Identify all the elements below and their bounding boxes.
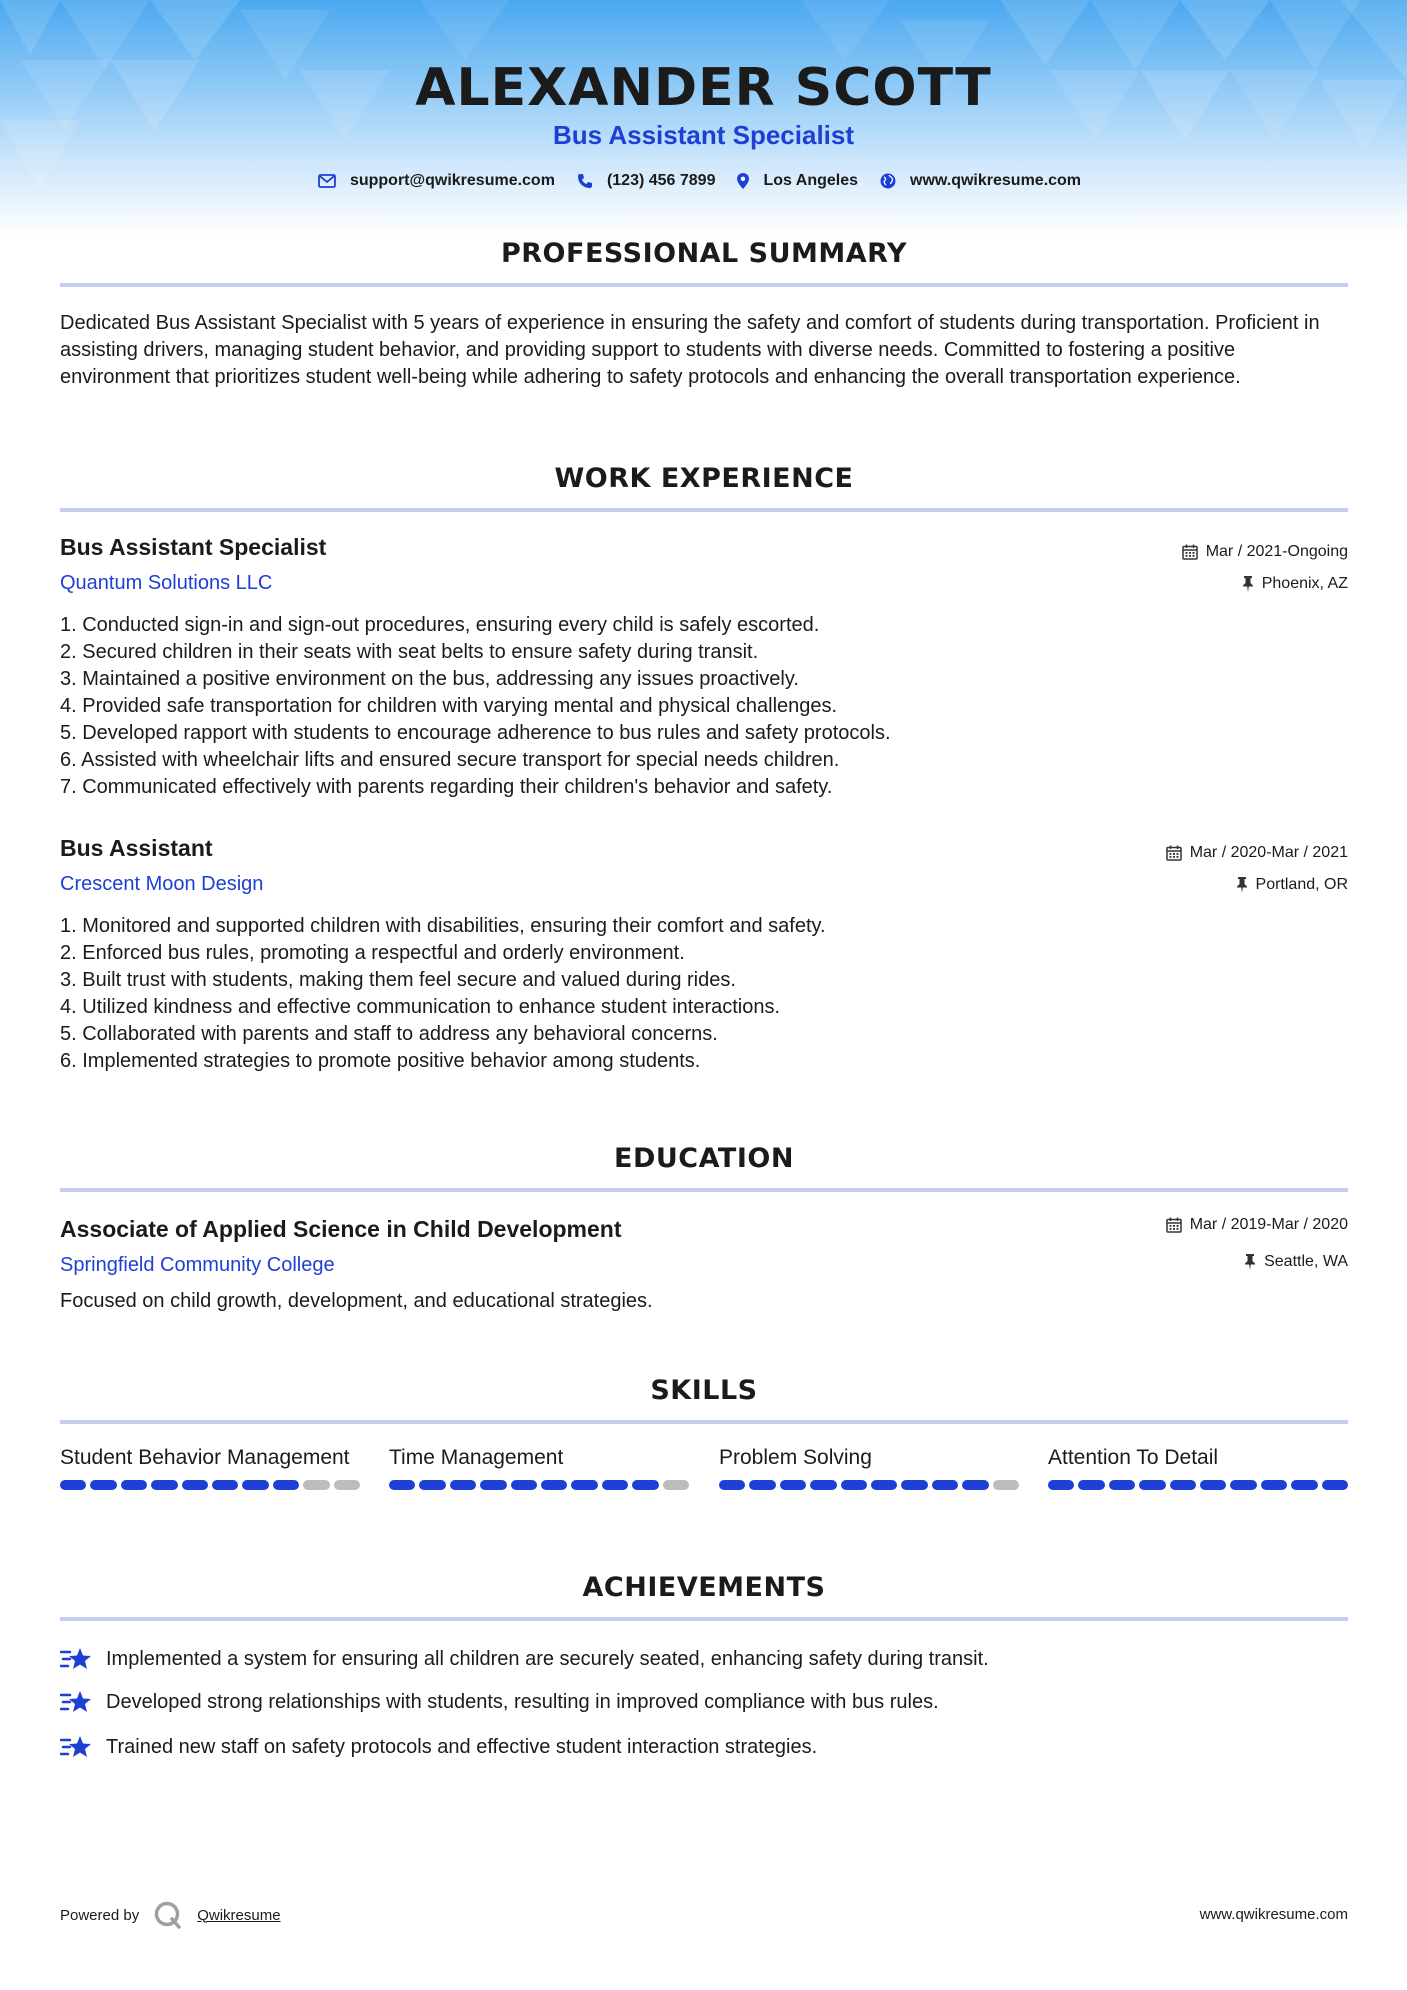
star-icon bbox=[60, 1645, 92, 1673]
contact-phone[interactable] bbox=[577, 172, 716, 190]
skill-level-segment bbox=[541, 1480, 567, 1490]
pushpin-icon bbox=[1242, 576, 1254, 592]
skill-level-segment bbox=[1291, 1480, 1317, 1490]
skill-level-segment bbox=[810, 1480, 836, 1490]
skill-level-segment bbox=[212, 1480, 238, 1490]
job-dates bbox=[1182, 543, 1348, 561]
skill-name: Attention To Detail bbox=[1048, 1446, 1219, 1469]
job-company: Crescent Moon Design bbox=[60, 873, 264, 895]
map-pin-icon bbox=[737, 173, 749, 189]
degree-title: Associate of Applied Science in Child Development bbox=[60, 1216, 622, 1242]
skill-level-segment bbox=[273, 1480, 299, 1490]
list-item: 1. Monitored and supported children with disabilities, ensuring their comfort and safety. bbox=[60, 915, 826, 937]
skill-level-segment bbox=[993, 1480, 1019, 1490]
skill-level-segment bbox=[511, 1480, 537, 1490]
brand-link[interactable]: Qwikresume bbox=[197, 1906, 281, 1924]
contact-website[interactable] bbox=[880, 172, 1081, 190]
job-dates bbox=[1166, 844, 1348, 862]
pushpin-icon bbox=[1236, 877, 1248, 893]
achievement-item bbox=[60, 1645, 989, 1673]
website-text: www.qwikresume.com bbox=[910, 172, 1082, 189]
phone-text: (123) 456 7899 bbox=[606, 172, 716, 189]
skill-level-bar bbox=[389, 1480, 689, 1490]
achievements-heading: ACHIEVEMENTS bbox=[582, 1572, 826, 1603]
skill-level-segment bbox=[303, 1480, 329, 1490]
skill-level-bar bbox=[1048, 1480, 1348, 1490]
list-item: 5. Collaborated with parents and staff to address any behavioral concerns. bbox=[60, 1023, 718, 1045]
skill-level-segment bbox=[480, 1480, 506, 1490]
skill-level-segment bbox=[151, 1480, 177, 1490]
job-location bbox=[1242, 575, 1348, 593]
skill-level-segment bbox=[334, 1480, 360, 1490]
job-title: Bus Assistant Specialist bbox=[60, 534, 327, 560]
skill-level-segment bbox=[1139, 1480, 1165, 1490]
skill-level-bar bbox=[719, 1480, 1019, 1490]
achievement-item bbox=[60, 1688, 939, 1716]
list-item: 4. Utilized kindness and effective communication to enhance student interactions. bbox=[60, 996, 781, 1018]
skills-heading: SKILLS bbox=[650, 1375, 758, 1406]
skill-level-segment bbox=[602, 1480, 628, 1490]
skill-level-segment bbox=[871, 1480, 897, 1490]
location-text: Los Angeles bbox=[763, 172, 859, 189]
skill-name: Problem Solving bbox=[719, 1446, 872, 1469]
school-name: Springfield Community College bbox=[60, 1254, 335, 1276]
contact-email[interactable] bbox=[318, 172, 555, 190]
powered-by-label: Powered by bbox=[60, 1906, 140, 1924]
job-location bbox=[1236, 876, 1348, 894]
list-item: 1. Conducted sign-in and sign-out procedures, ensuring every child is safely escorted. bbox=[60, 614, 820, 636]
skill-level-segment bbox=[1322, 1480, 1348, 1490]
candidate-title: Bus Assistant Specialist bbox=[552, 120, 855, 150]
skill-level-segment bbox=[1200, 1480, 1226, 1490]
list-item: 2. Enforced bus rules, promoting a respectful and orderly environment. bbox=[60, 942, 685, 964]
skill-level-segment bbox=[450, 1480, 476, 1490]
calendar-icon bbox=[1166, 845, 1182, 861]
job-company: Quantum Solutions LLC bbox=[60, 572, 273, 594]
education-divider bbox=[60, 1188, 1348, 1192]
calendar-icon bbox=[1182, 544, 1198, 560]
skill-level-segment bbox=[932, 1480, 958, 1490]
skill-level-segment bbox=[1170, 1480, 1196, 1490]
job-title: Bus Assistant bbox=[60, 835, 213, 861]
summary-heading: PROFESSIONAL SUMMARY bbox=[500, 238, 908, 269]
education-heading: EDUCATION bbox=[614, 1143, 794, 1174]
skill-level-segment bbox=[242, 1480, 268, 1490]
list-item: 3. Built trust with students, making them feel secure and valued during rides. bbox=[60, 969, 736, 991]
envelope-icon bbox=[318, 174, 336, 188]
skill-level-segment bbox=[121, 1480, 147, 1490]
skill-level-segment bbox=[182, 1480, 208, 1490]
skill-level-segment bbox=[1230, 1480, 1256, 1490]
skill-level-segment bbox=[780, 1480, 806, 1490]
pushpin-icon bbox=[1244, 1254, 1256, 1270]
education-location bbox=[1244, 1253, 1348, 1271]
list-item: 6. Assisted with wheelchair lifts and ensured secure transport for special needs children. bbox=[60, 749, 840, 771]
skill-level-segment bbox=[632, 1480, 658, 1490]
job-location-text: Phoenix, AZ bbox=[1261, 575, 1348, 592]
skill-level-segment bbox=[901, 1480, 927, 1490]
skill-level-segment bbox=[962, 1480, 988, 1490]
contact-bar bbox=[0, 172, 1407, 190]
skills-divider bbox=[60, 1420, 1348, 1424]
skill-level-segment bbox=[1048, 1480, 1074, 1490]
skill-level-segment bbox=[571, 1480, 597, 1490]
education-location-text: Seattle, WA bbox=[1264, 1253, 1348, 1270]
star-icon bbox=[60, 1733, 92, 1761]
calendar-icon bbox=[1166, 1217, 1182, 1233]
skill-level-segment bbox=[749, 1480, 775, 1490]
skill-name: Student Behavior Management bbox=[60, 1446, 350, 1469]
contact-location bbox=[737, 172, 858, 190]
skill-level-bar bbox=[60, 1480, 360, 1490]
list-item: 4. Provided safe transportation for children with varying mental and physical challenges. bbox=[60, 695, 838, 717]
phone-icon bbox=[577, 173, 593, 189]
skill-level-segment bbox=[663, 1480, 689, 1490]
list-item: 7. Communicated effectively with parents regarding their children's behavior and safety. bbox=[60, 776, 833, 798]
education-description: Focused on child growth, development, and educational strategies. bbox=[60, 1290, 653, 1312]
achievement-text: Developed strong relationships with students, resulting in improved compliance with bus rules. bbox=[106, 1690, 939, 1713]
skill-level-segment bbox=[1078, 1480, 1104, 1490]
job-dates-text: Mar / 2020-Mar / 2021 bbox=[1189, 844, 1348, 861]
candidate-name: ALEXANDER SCOTT bbox=[415, 58, 992, 118]
email-text: support@qwikresume.com bbox=[349, 172, 555, 189]
skill-level-segment bbox=[1261, 1480, 1287, 1490]
skill-item bbox=[60, 1444, 360, 1490]
footer-website[interactable]: www.qwikresume.com bbox=[1199, 1906, 1348, 1923]
summary-text: Dedicated Bus Assistant Specialist with 5 years of experience in ensuring the safety and comfort of students during transportation. Proficient in assisting drivers, managing student behavior, and providing support to students with diverse needs. Committed to fostering a positive environment that prioritizes student well-being while adhering to safety protocols and enhancing the overall transportation experience. bbox=[60, 312, 1320, 388]
star-icon bbox=[60, 1688, 92, 1716]
skill-level-segment bbox=[841, 1480, 867, 1490]
footer-powered-by bbox=[60, 1900, 281, 1930]
education-dates bbox=[1166, 1216, 1348, 1234]
skill-item bbox=[719, 1444, 1019, 1490]
list-item: 6. Implemented strategies to promote positive behavior among students. bbox=[60, 1050, 701, 1072]
skill-level-segment bbox=[90, 1480, 116, 1490]
skill-level-segment bbox=[419, 1480, 445, 1490]
skill-item bbox=[389, 1444, 689, 1490]
list-item: 2. Secured children in their seats with seat belts to ensure safety during transit. bbox=[60, 641, 759, 663]
achievement-text: Trained new staff on safety protocols and effective student interaction strategies. bbox=[106, 1735, 818, 1758]
education-dates-text: Mar / 2019-Mar / 2020 bbox=[1189, 1216, 1348, 1233]
experience-divider bbox=[60, 508, 1348, 512]
achievement-text: Implemented a system for ensuring all children are securely seated, enhancing safety during transit. bbox=[106, 1647, 989, 1670]
skill-level-segment bbox=[1109, 1480, 1135, 1490]
job-location-text: Portland, OR bbox=[1255, 876, 1348, 893]
skill-level-segment bbox=[389, 1480, 415, 1490]
experience-heading: WORK EXPERIENCE bbox=[554, 463, 854, 494]
list-item: 3. Maintained a positive environment on the bus, addressing any issues proactively. bbox=[60, 668, 799, 690]
achievement-item bbox=[60, 1733, 817, 1761]
summary-divider bbox=[60, 283, 1348, 287]
achievements-divider bbox=[60, 1617, 1348, 1621]
list-item: 5. Developed rapport with students to encourage adherence to bus rules and safety protocols. bbox=[60, 722, 891, 744]
job-dates-text: Mar / 2021-Ongoing bbox=[1205, 543, 1348, 560]
skill-item bbox=[1048, 1444, 1348, 1490]
skill-name: Time Management bbox=[389, 1446, 564, 1469]
job-bullets bbox=[60, 612, 1160, 801]
qwikresume-logo-icon bbox=[153, 1900, 183, 1930]
globe-icon bbox=[880, 173, 896, 189]
skill-level-segment bbox=[60, 1480, 86, 1490]
skill-level-segment bbox=[719, 1480, 745, 1490]
job-bullets bbox=[60, 913, 1160, 1075]
